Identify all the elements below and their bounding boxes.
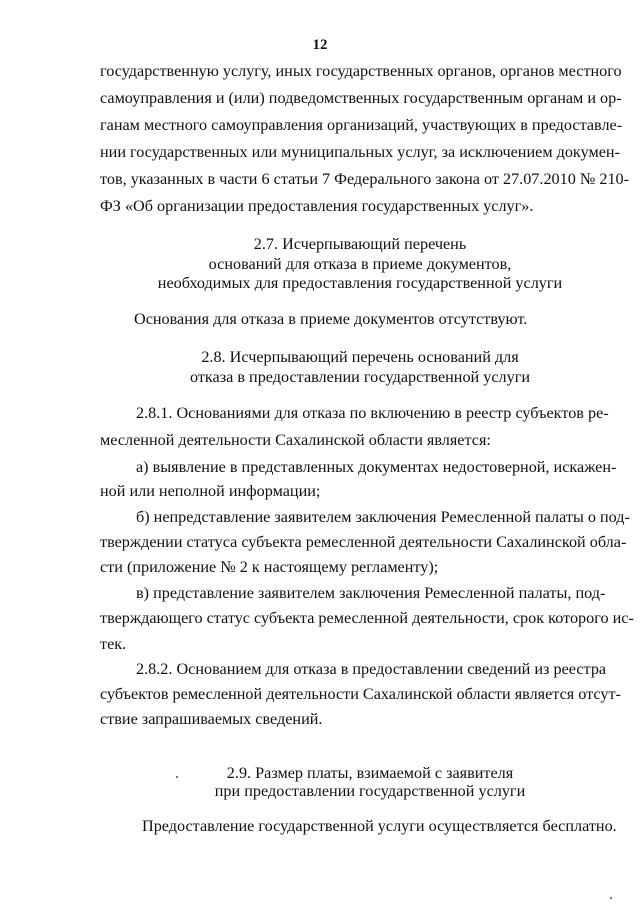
para-b-line-3: сти (приложение № 2 к настоящему регламенту);	[100, 558, 439, 576]
para-2-8-1-line-1: 2.8.1. Основаниями для отказа по включению в реестр субъектов ре-	[136, 404, 609, 422]
intro-line-5: тов, указанных в части 6 статьи 7 Федерального закона от 27.07.2010 № 210-	[100, 170, 630, 188]
section-2-7-heading-line-1: 2.7. Исчерпывающий перечень	[253, 235, 467, 253]
section-2-7-heading-line-2: оснований для отказа в приеме документов,	[208, 255, 512, 273]
para-v-line-3: тек.	[100, 635, 127, 653]
para-2-8-1-line-2: месленной деятельности Сахалинской области является:	[100, 431, 491, 449]
para-b-line-2: тверждении статуса субъекта ремесленной деятельности Сахалинской обла-	[100, 533, 627, 551]
para-v-line-1: в) представление заявителем заключения Ремесленной палаты, под-	[136, 584, 606, 602]
para-2-8-2-line-2: субъектов ремесленной деятельности Сахалинской области является отсут-	[100, 685, 621, 703]
scan-speck	[610, 897, 612, 899]
section-2-7-text: Основания для отказа в приеме документов отсутствуют.	[134, 310, 528, 328]
para-a-line-1: а) выявление в представленных документах недостоверной, искажен-	[136, 458, 617, 476]
intro-line-4: нии государственных или муниципальных услуг, за исключением докумен-	[100, 143, 620, 161]
section-2-9-heading-line-1: 2.9. Размер платы, взимаемой с заявителя	[226, 764, 514, 782]
intro-line-6: ФЗ «Об организации предоставления государственных услуг».	[100, 197, 534, 215]
page-number: 12	[312, 37, 328, 53]
para-b-line-1: б) непредставление заявителем заключения Ремесленной палаты о под-	[136, 508, 630, 526]
section-2-9-heading-line-2: при предоставлении государственной услуги	[214, 782, 526, 800]
para-a-line-2: ной или неполной информации;	[100, 482, 321, 500]
intro-line-3: ганам местного самоуправления организаций, участвующих в предоставле-	[100, 116, 623, 134]
section-2-9-text: Предоставление государственной услуги осуществляется бесплатно.	[142, 817, 617, 835]
para-2-8-2-line-3: ствие запрашиваемых сведений.	[100, 710, 323, 728]
section-2-7-heading-line-3: необходимых для предоставления государственной услуги	[157, 274, 563, 292]
para-2-8-2-line-1: 2.8.2. Основанием для отказа в предоставлении сведений из реестра	[136, 660, 607, 678]
intro-line-2: самоуправления и (или) подведомственных государственным органам и ор-	[100, 89, 622, 107]
section-2-8-heading-line-2: отказа в предоставлении государственной услуги	[189, 368, 531, 386]
para-v-line-2: тверждающего статус субъекта ремесленной деятельности, срок которого ис-	[100, 609, 634, 627]
section-2-8-heading-line-1: 2.8. Исчерпывающий перечень оснований для	[201, 348, 519, 366]
scan-speck	[176, 776, 178, 778]
intro-line-1: государственную услугу, иных государственных органов, органов местного	[100, 62, 622, 80]
